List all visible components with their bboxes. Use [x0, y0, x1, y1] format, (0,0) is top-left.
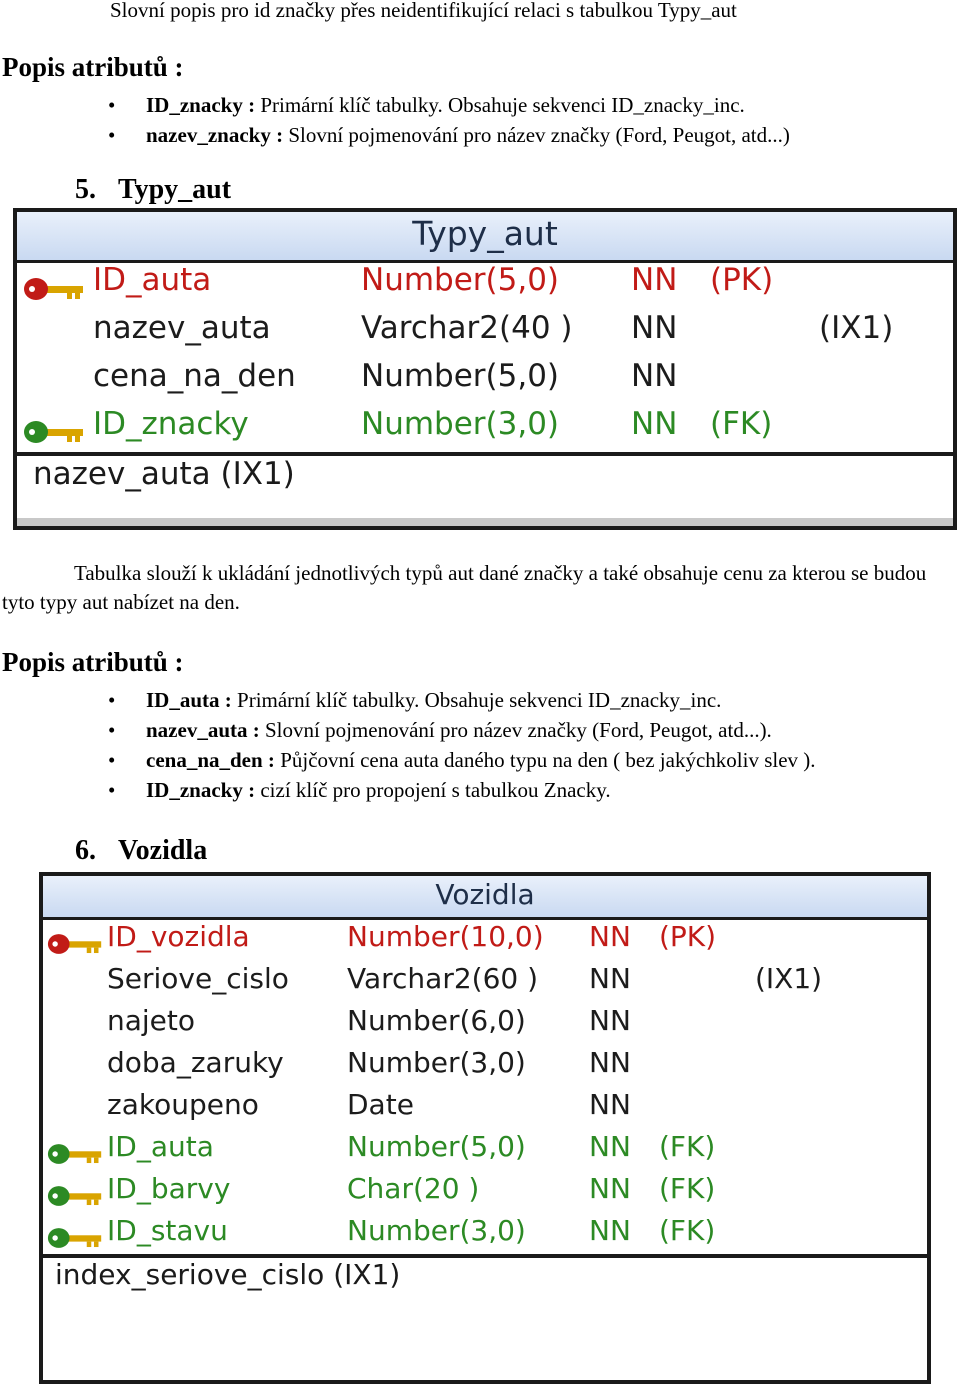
attribute-description: Slovní pojmenování pro název značky (Ford, Peugot, atd...).	[259, 718, 772, 742]
column-index: (IX1)	[755, 962, 823, 995]
column-nn: NN	[589, 1172, 631, 1205]
bullet-icon: •	[108, 748, 116, 772]
red-key-icon	[47, 932, 103, 956]
bullet-icon: •	[108, 778, 116, 802]
column-type: Number(6,0)	[347, 1004, 526, 1037]
column-nn: NN	[631, 406, 678, 442]
attribute-description: Primární klíč tabulky. Obsahuje sekvenci ID_znacky_inc.	[231, 688, 722, 712]
column-name: doba_zaruky	[107, 1046, 284, 1079]
column-type: Number(5,0)	[347, 1130, 526, 1163]
column-key: (FK)	[659, 1172, 716, 1205]
column-type: Number(5,0)	[361, 262, 560, 298]
bullet-icon: •	[108, 688, 116, 712]
column-nn: NN	[589, 1214, 631, 1247]
red-key-icon	[23, 276, 85, 302]
column-name: ID_auta	[107, 1130, 214, 1163]
column-name: zakoupeno	[107, 1088, 259, 1121]
column-name: nazev_auta	[93, 310, 271, 346]
section-description: Tabulka slouží k ukládání jednotlivých typů aut dané značky a také obsahuje cenu za kterou se budou tyto typy aut nabízet na den.	[2, 561, 927, 614]
column-type: Varchar2(40 )	[361, 310, 573, 346]
attribute-description: cizí klíč pro propojení s tabulkou Znacky.	[255, 778, 611, 802]
section-title: Vozidla	[118, 835, 208, 866]
section-title: Typy_aut	[118, 174, 232, 205]
entity-title: Vozidla	[43, 876, 927, 920]
column-type: Number(3,0)	[347, 1214, 526, 1247]
column-nn: NN	[631, 358, 678, 394]
column-type: Number(10,0)	[347, 920, 544, 953]
column-nn: NN	[589, 1130, 631, 1163]
column-key: (FK)	[659, 1130, 716, 1163]
column-key: (FK)	[659, 1214, 716, 1247]
column-nn: NN	[631, 262, 678, 298]
diagram-caption: Slovní popis pro id značky přes neidentifikující relaci s tabulkou Typy_aut	[110, 0, 737, 22]
column-nn: NN	[589, 920, 631, 953]
column-name: Seriove_cislo	[107, 962, 289, 995]
green-key-icon	[23, 419, 85, 445]
entity-shadow	[17, 518, 953, 526]
column-nn: NN	[589, 1046, 631, 1079]
attribute-name: cena_na_den :	[146, 748, 275, 772]
column-key: (FK)	[710, 406, 773, 442]
column-name: ID_barvy	[107, 1172, 231, 1205]
column-type: Varchar2(60 )	[347, 962, 539, 995]
section-heading	[75, 835, 207, 867]
index-name: index_seriove_cislo (IX1)	[55, 1258, 401, 1291]
column-type: Char(20 )	[347, 1172, 480, 1205]
green-key-icon	[47, 1226, 103, 1250]
entity-vozidla	[39, 872, 931, 1384]
index-name: nazev_auta (IX1)	[33, 456, 295, 492]
bullet-icon: •	[108, 123, 116, 147]
green-key-icon	[47, 1184, 103, 1208]
column-name: ID_znacky	[93, 406, 249, 442]
attributes-heading: Popis atributů :	[2, 52, 184, 82]
bullet-icon: •	[108, 718, 116, 742]
green-key-icon	[47, 1142, 103, 1166]
attribute-description: Primární klíč tabulky. Obsahuje sekvenci ID_znacky_inc.	[255, 93, 745, 117]
column-type: Date	[347, 1088, 414, 1121]
entity-index-section	[43, 1254, 927, 1380]
attribute-name: ID_znacky :	[146, 93, 256, 117]
column-type: Number(3,0)	[361, 406, 560, 442]
column-type: Number(5,0)	[361, 358, 560, 394]
column-key: (PK)	[710, 262, 774, 298]
attribute-name: nazev_znacky :	[146, 123, 284, 147]
column-name: ID_stavu	[107, 1214, 228, 1247]
attribute-description: Slovní pojmenování pro název značky (Ford, Peugot, atd...)	[283, 123, 790, 147]
column-index: (IX1)	[819, 310, 894, 346]
column-nn: NN	[631, 310, 678, 346]
attribute-description: Půjčovní cena auta daného typu na den ( bez jakýchkoliv slev ).	[274, 748, 816, 772]
column-key: (PK)	[659, 920, 717, 953]
attributes-heading: Popis atributů :	[2, 647, 184, 677]
column-name: ID_auta	[93, 262, 212, 298]
section-heading	[75, 174, 231, 206]
column-type: Number(3,0)	[347, 1046, 526, 1079]
section-number: 5.	[75, 174, 96, 205]
column-name: cena_na_den	[93, 358, 296, 394]
attribute-name: ID_auta :	[146, 688, 232, 712]
entity-typy-aut	[13, 208, 957, 530]
column-nn: NN	[589, 1088, 631, 1121]
attribute-name: nazev_auta :	[146, 718, 260, 742]
entity-title: Typy_aut	[17, 212, 953, 263]
section-number: 6.	[75, 835, 96, 866]
column-name: najeto	[107, 1004, 196, 1037]
column-nn: NN	[589, 962, 631, 995]
column-nn: NN	[589, 1004, 631, 1037]
bullet-icon: •	[108, 93, 116, 117]
attribute-name: ID_znacky :	[146, 778, 256, 802]
column-name: ID_vozidla	[107, 920, 250, 953]
entity-index-section	[17, 452, 953, 526]
